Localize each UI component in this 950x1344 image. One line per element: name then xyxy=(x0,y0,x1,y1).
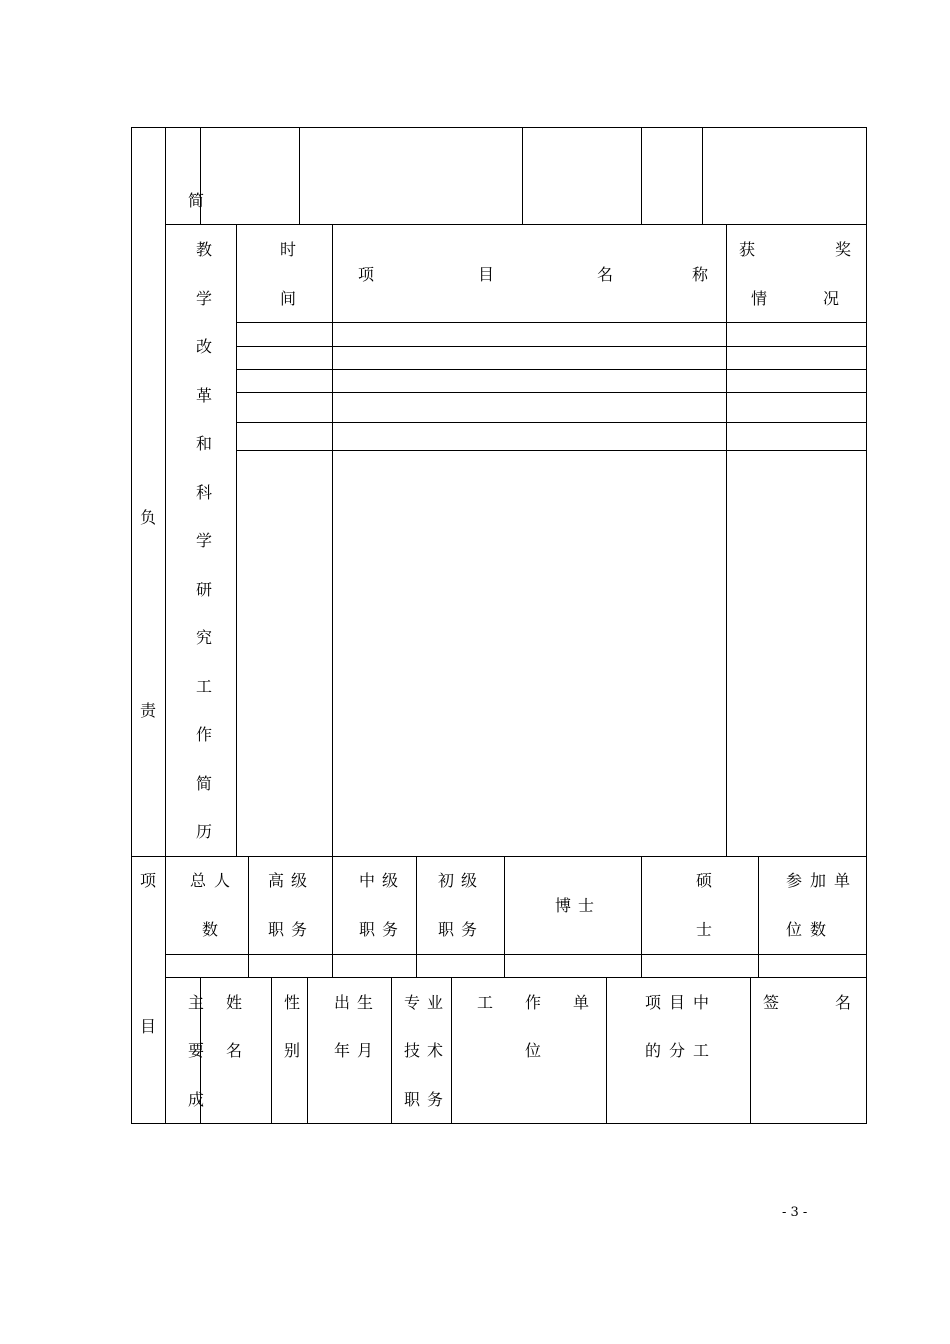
rule-under-header xyxy=(236,322,867,323)
header-total-people: 数 xyxy=(202,920,219,939)
header-birth: 生 xyxy=(357,993,374,1012)
row-rule-5 xyxy=(236,450,867,451)
header-middle-title: 职 xyxy=(359,920,376,939)
header-professional-title: 业 xyxy=(427,993,444,1012)
label-ze: 责 xyxy=(140,701,157,720)
research-label-char: 教 xyxy=(196,240,213,259)
research-label-char: 改 xyxy=(196,337,213,356)
border-bottom xyxy=(131,1123,867,1124)
header-role: 中 xyxy=(693,993,710,1012)
header-birth: 年 xyxy=(334,1041,351,1060)
counts-div-1 xyxy=(248,856,249,977)
header-award: 况 xyxy=(823,289,840,308)
members-div-4 xyxy=(451,977,452,1123)
row-rule-4 xyxy=(236,422,867,423)
header-total-people: 人 xyxy=(214,871,231,890)
header-time: 间 xyxy=(280,289,297,308)
header-project-name: 名 xyxy=(597,265,614,284)
research-label-char: 简 xyxy=(196,774,213,793)
header-master: 士 xyxy=(696,920,713,939)
members-div-6 xyxy=(750,977,751,1123)
resume-div-4 xyxy=(641,127,642,224)
header-role: 项 xyxy=(645,993,662,1012)
header-master: 硕 xyxy=(696,871,713,890)
counts-div-5 xyxy=(641,856,642,977)
header-main-members: 主 xyxy=(188,993,205,1012)
header-middle-title: 中 xyxy=(359,871,376,890)
header-birth: 出 xyxy=(334,993,351,1012)
research-label-char: 工 xyxy=(196,677,213,696)
research-label-char: 作 xyxy=(196,725,213,744)
header-professional-title: 术 xyxy=(427,1041,444,1060)
header-name: 名 xyxy=(226,1041,243,1060)
header-workplace: 单 xyxy=(573,993,590,1012)
header-workplace: 位 xyxy=(525,1041,542,1060)
header-senior-title: 高 xyxy=(268,871,285,890)
header-professional-title: 技 xyxy=(404,1041,421,1060)
header-total-people: 总 xyxy=(190,871,207,890)
header-role: 分 xyxy=(669,1041,686,1060)
counts-div-6 xyxy=(758,856,759,977)
header-birth: 月 xyxy=(357,1041,374,1060)
rule-research-bottom xyxy=(131,856,867,857)
header-units: 单 xyxy=(834,871,851,890)
research-div-label xyxy=(236,224,237,856)
resume-div-3 xyxy=(522,127,523,224)
header-junior-title: 职 xyxy=(438,920,455,939)
rule-counts-header xyxy=(165,954,867,955)
label-xiang: 项 xyxy=(140,871,157,890)
header-junior-title: 级 xyxy=(461,871,478,890)
header-phd: 士 xyxy=(578,896,595,915)
header-senior-title: 职 xyxy=(268,920,285,939)
header-senior-title: 级 xyxy=(291,871,308,890)
header-gender: 别 xyxy=(284,1041,301,1060)
border-top xyxy=(131,127,867,128)
header-units: 加 xyxy=(810,871,827,890)
resume-div-5 xyxy=(702,127,703,224)
page-number: - 3 - xyxy=(782,1205,808,1220)
header-professional-title: 专 xyxy=(404,993,421,1012)
members-div-3 xyxy=(391,977,392,1123)
header-professional-title: 务 xyxy=(427,1090,444,1109)
header-project-name: 称 xyxy=(692,265,709,284)
header-role: 工 xyxy=(693,1041,710,1060)
research-label-char: 学 xyxy=(196,531,213,550)
research-label-char: 革 xyxy=(196,386,213,405)
header-name: 姓 xyxy=(226,993,243,1012)
research-div-name xyxy=(726,224,727,856)
header-middle-title: 务 xyxy=(382,920,399,939)
row-rule-3 xyxy=(236,392,867,393)
header-signature: 签 xyxy=(763,993,780,1012)
header-time: 时 xyxy=(280,240,297,259)
research-label-char: 科 xyxy=(196,483,213,502)
header-award: 获 xyxy=(739,240,756,259)
members-div-5 xyxy=(606,977,607,1123)
header-project-name: 项 xyxy=(358,265,375,284)
border-left xyxy=(131,127,132,1124)
header-signature: 名 xyxy=(835,993,852,1012)
research-label-char: 学 xyxy=(196,289,213,308)
rule-under-resume xyxy=(165,224,867,225)
counts-div-2 xyxy=(332,856,333,977)
members-div-1 xyxy=(271,977,272,1123)
header-workplace: 作 xyxy=(525,993,542,1012)
header-units: 参 xyxy=(786,871,803,890)
header-main-members: 成 xyxy=(188,1090,205,1109)
research-label-char: 历 xyxy=(196,822,213,841)
header-award: 奖 xyxy=(835,240,852,259)
header-project-name: 目 xyxy=(478,265,495,284)
header-award: 情 xyxy=(751,289,768,308)
counts-div-4 xyxy=(504,856,505,977)
row-rule-1 xyxy=(236,346,867,347)
members-div-2 xyxy=(307,977,308,1123)
header-role: 的 xyxy=(645,1041,662,1060)
header-units: 位 xyxy=(786,920,803,939)
header-senior-title: 务 xyxy=(291,920,308,939)
research-label-char: 究 xyxy=(196,628,213,647)
header-units: 数 xyxy=(810,920,827,939)
header-role: 目 xyxy=(669,993,686,1012)
resume-div-2 xyxy=(299,127,300,224)
header-professional-title: 职 xyxy=(404,1090,421,1109)
research-label-char: 研 xyxy=(196,580,213,599)
row-rule-2 xyxy=(236,369,867,370)
research-div-time xyxy=(332,224,333,856)
border-right xyxy=(866,127,867,1124)
header-main-members: 要 xyxy=(188,1041,205,1060)
label-mu: 目 xyxy=(140,1017,157,1036)
header-phd: 博 xyxy=(555,896,572,915)
header-junior-title: 务 xyxy=(461,920,478,939)
col-left-divider xyxy=(165,127,166,1124)
resume-label: 简 xyxy=(188,191,205,210)
counts-div-3 xyxy=(416,856,417,977)
header-middle-title: 级 xyxy=(382,871,399,890)
header-junior-title: 初 xyxy=(438,871,455,890)
header-gender: 性 xyxy=(284,993,301,1012)
header-workplace: 工 xyxy=(477,993,494,1012)
label-fu: 负 xyxy=(140,508,157,527)
research-label-char: 和 xyxy=(196,434,213,453)
